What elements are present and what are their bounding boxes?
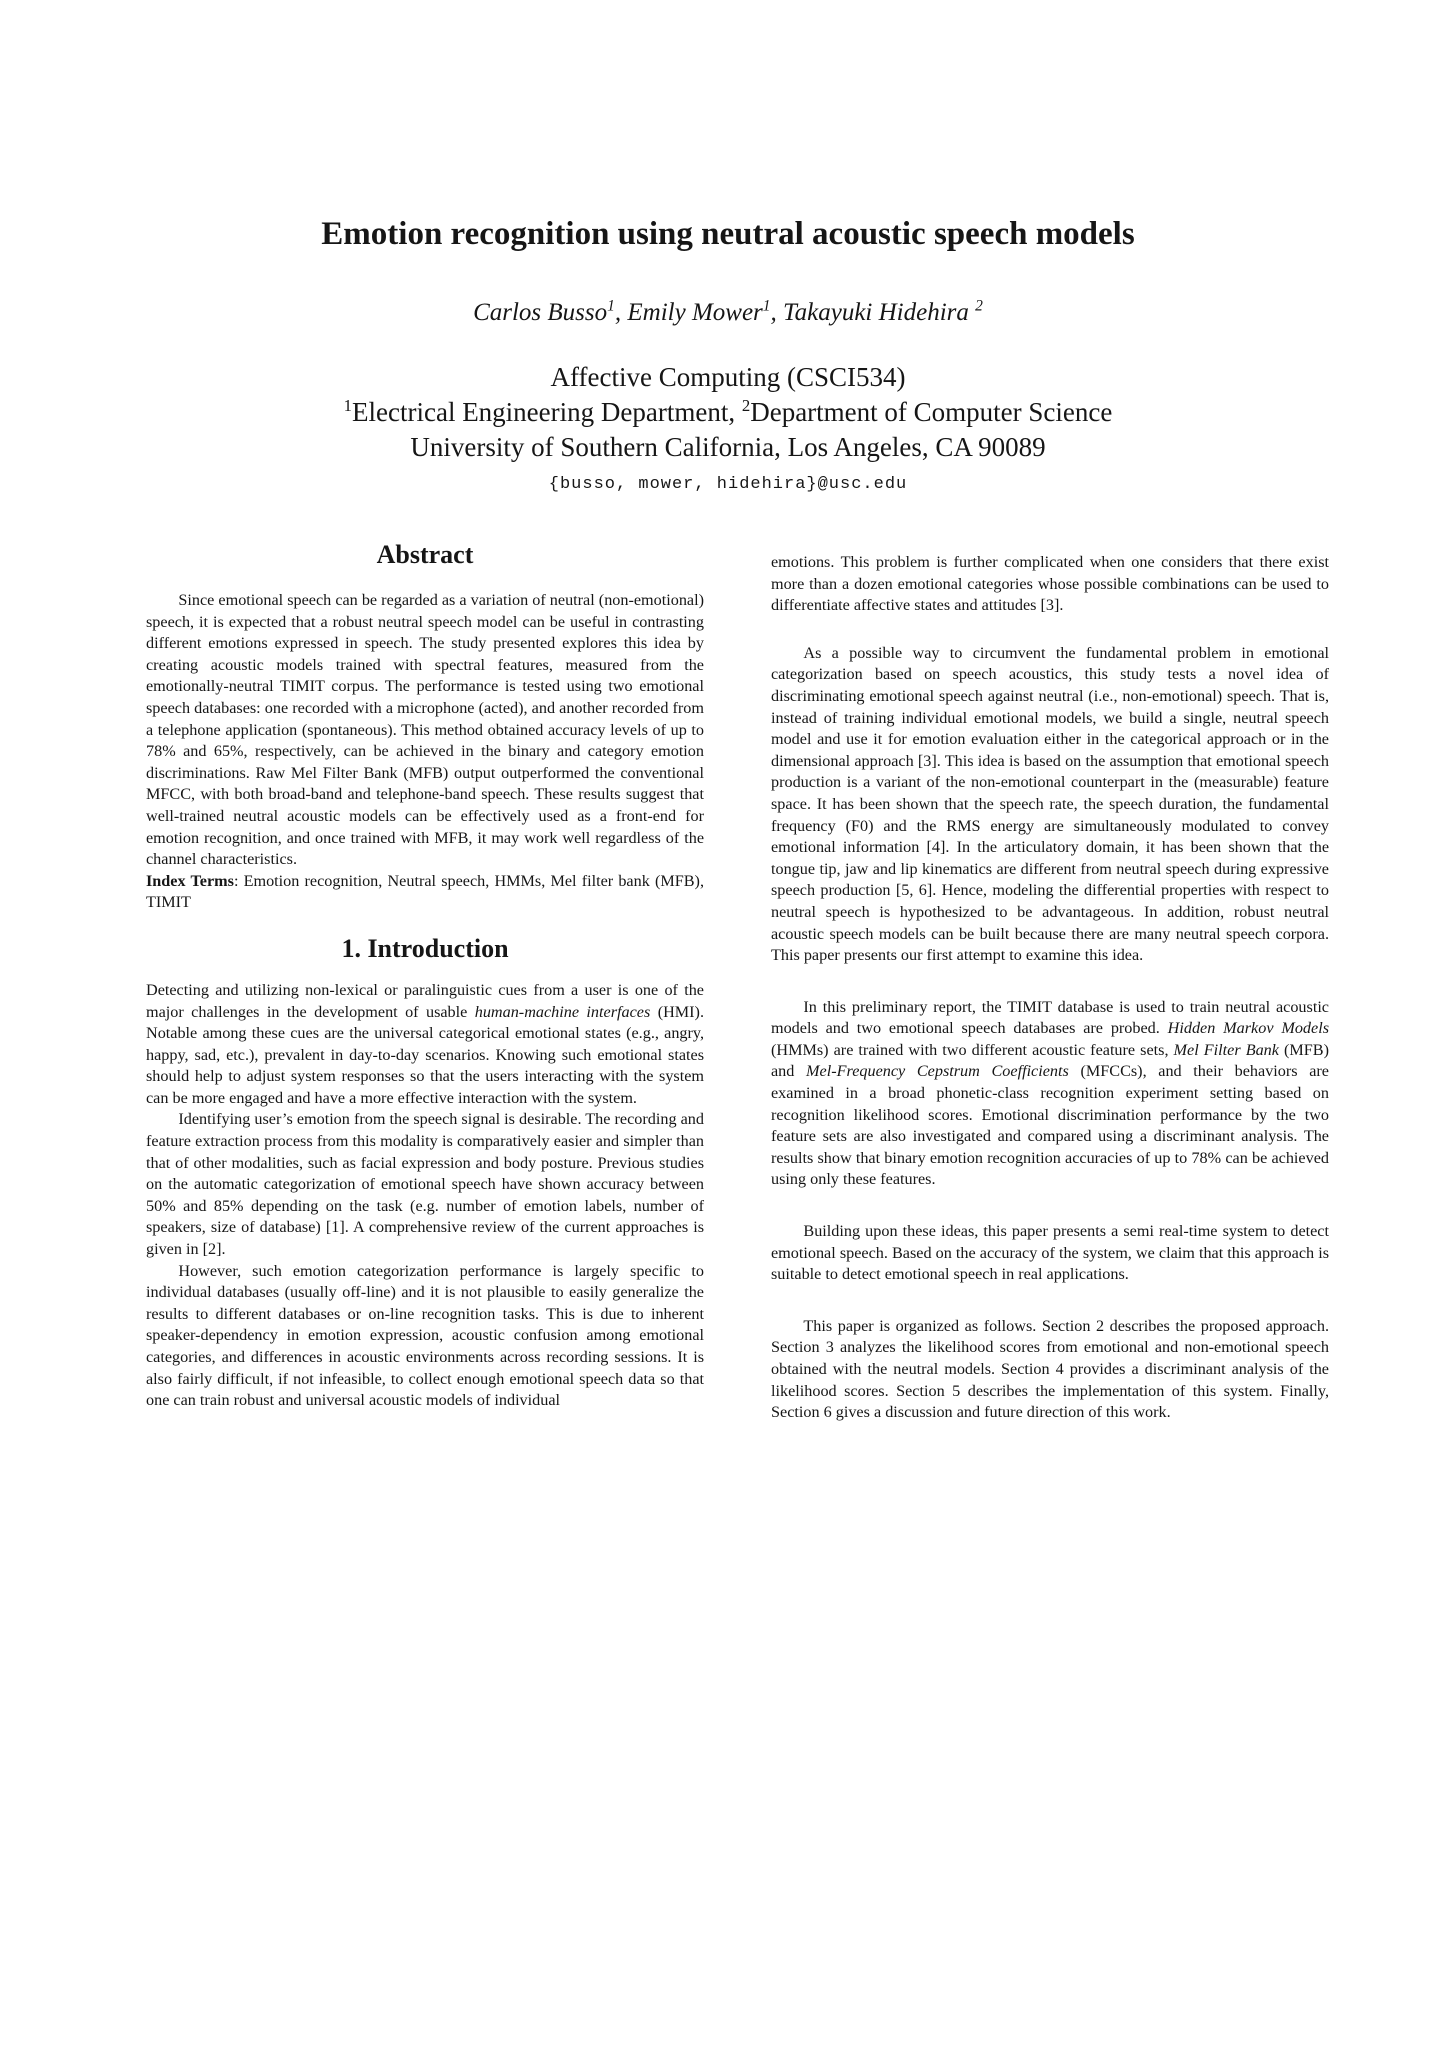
author-name: Carlos Busso (473, 299, 608, 326)
department-line (0, 395, 1456, 430)
intro-paragraph-5 (771, 997, 1329, 1191)
emphasis-text: Mel-Frequency Cepstrum Coefficients (806, 1062, 1069, 1081)
author-email: {busso, mower, hidehira}@usc.edu (548, 475, 908, 494)
intro-paragraph-4: As a possible way to circumvent the fundamental problem in emotional categorization based on speech acoustics, this study tests a novel idea of discriminating emotional speech against neutral (i.e., non-emotional) speech. That is, instead of training individual emotional models, we build a single, neutral speech model and use it for emotion evaluation either in the categorical approach or in the dimensional approach [3]. This idea is based on the assumption that emotional speech production is a variant of the non-emotional counterpart in the (measurable) feature space. It has been shown that the speech rate, the speech duration, the fundamental frequency (F0) and the RMS energy are simultaneously modulated to convey emotional information [4]. In the articulatory domain, it has been shown that the tongue tip, jaw and lip kinematics are different from neutral speech during expressive speech production [5, 6]. Hence, modeling the differential properties with respect to neutral speech is hypothesized to be advantageous. In addition, robust neutral acoustic speech models can be built because there are many neutral speech corpora. This paper presents our first attempt to examine this idea. (771, 643, 1329, 965)
author-sup: 2 (975, 297, 983, 315)
intro-paragraph-continued: emotions. This problem is further complicated when one considers that there exist more than a dozen emotional categories whose possible combinations can be used to differentiate affective states and attitudes [3]. (771, 553, 1329, 615)
department-cs: Department of Computer Science (750, 397, 1113, 427)
department-ee: Electrical Engineering Department, (352, 397, 742, 427)
text-run: (MFCCs), and their behaviors are examined in a broad phonetic-class recognition experiment setting based on recognition likelihood scores. Emotional discrimination performance by the two feature sets are also investigated and compared using a discriminant analysis. The results show that binary emotion recognition accuracies of up to 78% can be achieved using only these features. (771, 1062, 1329, 1189)
right-column (771, 552, 1329, 1424)
intro-paragraph-7: This paper is organized as follows. Section 2 describes the proposed approach. Section 3 analyzes the likelihood scores from emotional and non-emotional speech obtained with the neutral models. Section 4 provides a discriminant analysis of the likelihood scores. Section 5 describes the implementation of this system. Finally, Section 6 gives a discussion and future direction of this work. (771, 1316, 1329, 1422)
text-run: (MFB) and (771, 1040, 1329, 1081)
affil-sup: 2 (741, 396, 751, 415)
abstract-heading: Abstract (376, 540, 474, 569)
author-name: Takayuki Hidehira (783, 299, 969, 326)
author-name: Emily Mower (627, 299, 763, 326)
intro-paragraph-6: Building upon these ideas, this paper presents a semi real-time system to detect emotional speech. Based on the accuracy of the system, we claim that this approach is suitable to detect emotional speech in real applications. (771, 1222, 1329, 1284)
text-run: In this preliminary report, the TIMIT database is used to train neutral acoustic models and two emotional speech databases are probed. (771, 997, 1329, 1038)
course-name: Affective Computing (CSCI534) (550, 362, 906, 392)
university-line: University of Southern California, Los Angeles, CA 90089 (410, 432, 1046, 462)
emphasis-text: human-machine interfaces (474, 1002, 651, 1021)
author-sup: 1 (607, 297, 615, 315)
paper-title: Emotion recognition using neutral acoustic speech models (321, 216, 1135, 252)
emphasis-text: Mel Filter Bank (1173, 1040, 1279, 1059)
text-run: Detecting and utilizing non-lexical or paralinguistic cues from a user is one of the major challenges in the development of usable (146, 980, 704, 1021)
intro-heading: 1. Introduction (341, 933, 509, 963)
text-run: (HMI). Notable among these cues are the universal categorical emotional states (e.g., angry, happy, sad, etc.), prevalent in day-to-day scenarios. Knowing such emotional states should help to adjust system responses so that the users interacting with the system can be more engaged and have a more effective interaction with the system. (146, 1002, 704, 1107)
intro-paragraph-3: However, such emotion categorization performance is largely specific to individual databases (usually off-line) and it is not plausible to easily generalize the results to different databases or on-line recognition tasks. This is due to inherent speaker-dependency in emotion expression, acoustic confusion among emotional categories, and differences in acoustic environments across recording sessions. It is also fairly difficult, if not infeasible, to collect enough emotional speech data so that one can train robust and universal acoustic models of individual (146, 1261, 704, 1410)
author-sup: 1 (762, 297, 771, 315)
intro-paragraph-1 (146, 980, 704, 1110)
emphasis-text: Hidden Markov Models (1167, 1019, 1329, 1038)
abstract-text: Since emotional speech can be regarded as a variation of neutral (non-emotional) speech, it is expected that a robust neutral speech model can be useful in contrasting different emotions expressed in speech. The study presented explores this idea by creating acoustic models trained with spectral features, measured from the emotionally-neutral TIMIT corpus. The performance is tested using two emotional speech databases: one recorded with a microphone (acted), and another recorded from a telephone application (spontaneous). This method obtained accuracy levels of up to 78% and 65%, respectively, can be achieved in the binary and category emotion discriminations. Raw Mel Filter Bank (MFB) output outperformed the conventional MFCC, with both broad-band and telephone-band speech. These results suggest that well-trained neutral acoustic models can be effectively used as a front-end for emotion recognition, and once trained with MFB, it may work well regardless of the channel characteristics. (146, 591, 704, 869)
left-column (146, 540, 704, 1412)
index-terms-label: Index Terms (146, 871, 234, 890)
paper-header (0, 214, 1456, 494)
text-run: (HMMs) are trained with two different acoustic feature sets, (771, 1040, 1174, 1059)
index-terms (146, 871, 704, 914)
intro-paragraph-2: Identifying user’s emotion from the speech signal is desirable. The recording and feature extraction process from this modality is comparatively easier and simpler than that of other modalities, such as facial expression and body posture. Previous studies on the automatic categorization of emotional speech have shown accuracy between 50% and 85% depending on the task (e.g. number of emotion labels, number of speakers, size of database) [1]. A comprehensive review of the current approaches is given in [2]. (146, 1110, 704, 1259)
affil-sup: 1 (343, 396, 353, 415)
index-terms-text: : Emotion recognition, Neutral speech, HMMs, Mel filter bank (MFB), TIMIT (146, 871, 704, 912)
author-list: Carlos Busso$^1$, Emily Mower$^1$, Takayuki Hidehira $^2$ (473, 297, 983, 326)
affiliation-block (0, 360, 1456, 465)
